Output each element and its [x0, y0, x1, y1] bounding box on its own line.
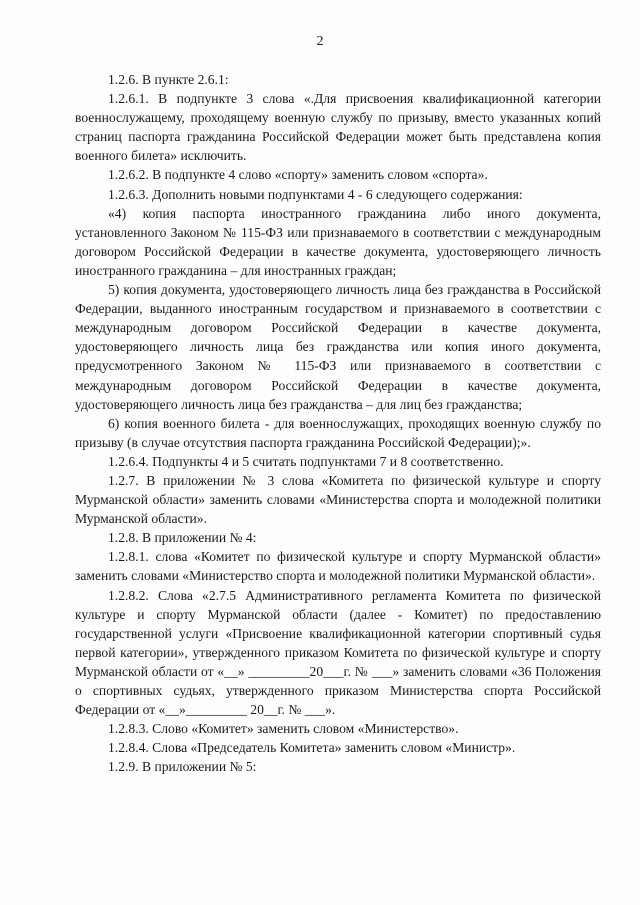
paragraph-1-2-8-4: 1.2.8.4. Слова «Председатель Комитета» заменить словом «Министр».: [108, 740, 516, 756]
paragraph-1-2-6: 1.2.6. В пункте 2.6.1:: [108, 72, 229, 87]
page-number: 2: [316, 34, 324, 49]
paragraph-1-2-9: 1.2.9. В приложении № 5:: [108, 759, 257, 775]
paragraph-subitem-6: 6) копия военного билета - для военнослужащих, проходящих военную службу по призыву (в случае отсутствия паспорта гражданина Российской Федерации);».: [75, 415, 601, 450]
paragraph-1-2-6-3: 1.2.6.3. Дополнить новыми подпунктами 4 - 6 следующего содержания:: [108, 186, 523, 202]
paragraph-subitem-4: «4) копия паспорта иностранного гражданина либо иного документа, установленного Законом № 115-ФЗ или признаваемого в соответствии с международным договором Российской Федерации в качестве документа, удостоверяющего личность иностранного гражданина – для иностранных граждан;: [75, 205, 601, 278]
paragraph-1-2-6-4: 1.2.6.4. Подпункты 4 и 5 считать подпунктами 7 и 8 соответственно.: [108, 453, 504, 469]
document-body: [75, 70, 601, 776]
paragraph-1-2-8-2: 1.2.8.2. Слова «2.7.5 Административного регламента Комитета по физической культуре и спорту Мурманской области (далее - Комитет) по предоставлению государственной услуги «Присвоение квалификационной категории спортивный судья первой категории», утвержденного приказом Комитета по физической культуре и спорту Мурманской области от «__» _________20___г. № ___» заменить словами «36 Положения о спортивных судьях, утвержденного приказом Министерства спорта Российской Федерации от «__»_________ 20__г. № ___».: [75, 587, 601, 718]
paragraph-1-2-8-1: 1.2.8.1. слова «Комитет по физической культуре и спорту Мурманской области» заменить словами «Министерство спорта и молодежной политики Мурманской области».: [75, 549, 601, 584]
paragraph-1-2-8-3: 1.2.8.3. Слово «Комитет» заменить словом «Министерство».: [108, 721, 459, 737]
paragraph-1-2-8: 1.2.8. В приложении № 4:: [108, 530, 257, 546]
paragraph-1-2-6-2: 1.2.6.2. В подпункте 4 слово «спорту» заменить словом «спорта».: [108, 167, 488, 183]
paragraph-subitem-5: 5) копия документа, удостоверяющего личность лица без гражданства в Российской Федерации, выданного иностранным государством и признаваемого в соответствии с международным договором Российской Федерации в качестве документа, удостоверяющего личность лица без гражданства или копия иного документа, предусмотренного Законом № 115-ФЗ или признаваемого в соответствии с международным договором Российской Федерации в качестве документа, удостоверяющего личность лица без гражданства – для лиц без гражданства;: [75, 282, 601, 412]
paragraph-1-2-7: 1.2.7. В приложении № 3 слова «Комитета по физической культуре и спорту Мурманской области» заменить словами «Министерства спорта и молодежной политики Мурманской области».: [75, 472, 601, 527]
paragraph-1-2-6-1: 1.2.6.1. В подпункте 3 слова «.Для присвоения квалификационной категории военнослужащему, проходящему военную службу по призыву, вместо указанных копий страниц паспорта гражданина Российской Федерации может быть представлена копия военного билета» исключить.: [75, 91, 601, 164]
